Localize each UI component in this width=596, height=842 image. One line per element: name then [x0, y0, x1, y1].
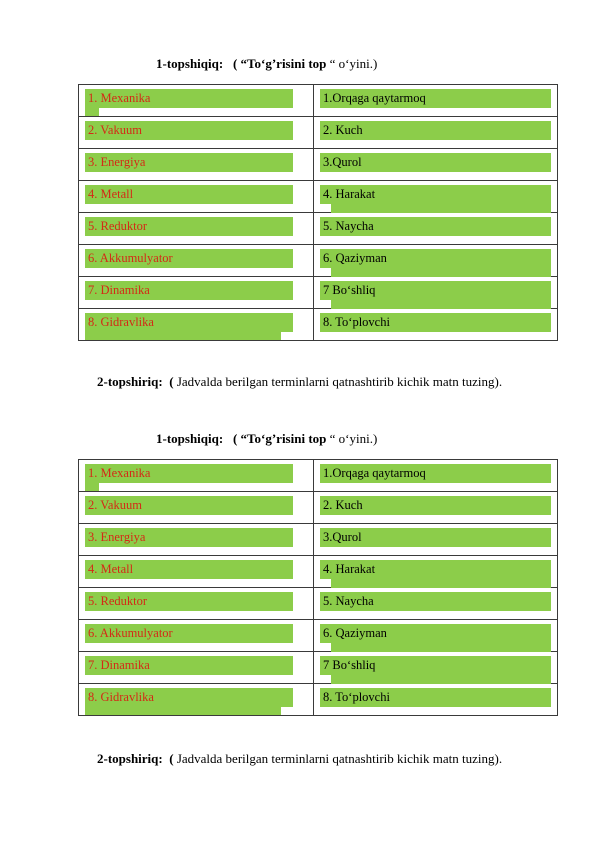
- match-text: 4. Harakat: [323, 187, 376, 201]
- task2-label: 2-topshiriq:: [97, 374, 163, 389]
- task1-title-open: ( “To‘g’risini top: [232, 56, 327, 71]
- task1-label: 1-topshiqiq:: [156, 431, 224, 446]
- term-text: 1. Mexanika: [88, 91, 151, 105]
- task2-paren: (: [169, 374, 174, 389]
- matching-table: [78, 459, 558, 716]
- table-row: [79, 556, 558, 588]
- match-text: 1.Orqaga qaytarmoq: [323, 91, 426, 105]
- match-text: 6. Qaziyman: [323, 626, 387, 640]
- table-row: [79, 652, 558, 684]
- task2-instruction: [97, 751, 502, 767]
- match-text: 5. Naycha: [323, 219, 374, 233]
- table-row: [79, 245, 558, 277]
- table-row: [79, 684, 558, 716]
- term-cell: [79, 277, 314, 309]
- match-cell: [314, 652, 558, 684]
- match-cell: [314, 492, 558, 524]
- term-text: 1. Mexanika: [88, 466, 151, 480]
- match-cell: [314, 556, 558, 588]
- match-text: 5. Naycha: [323, 594, 374, 608]
- match-cell: [314, 117, 558, 149]
- match-cell: [314, 620, 558, 652]
- match-text: 4. Harakat: [323, 562, 376, 576]
- match-cell: [314, 588, 558, 620]
- term-text: 7. Dinamika: [88, 283, 150, 297]
- term-text: 8. Gidravlika: [88, 315, 154, 329]
- task2-paren: (: [169, 751, 174, 766]
- table-row: [79, 492, 558, 524]
- match-text: 7 Bo‘shliq: [323, 658, 376, 672]
- match-cell: [314, 524, 558, 556]
- match-cell: [314, 181, 558, 213]
- match-text: 1.Orqaga qaytarmoq: [323, 466, 426, 480]
- match-cell: [314, 684, 558, 716]
- term-text: 2. Vakuum: [88, 123, 142, 137]
- match-cell: [314, 213, 558, 245]
- task1-title-close: “ o‘yini.): [329, 56, 378, 71]
- match-cell: [314, 245, 558, 277]
- task2-text: Jadvalda berilgan terminlarni qatnashtirib kichik matn tuzing).: [176, 751, 503, 766]
- table-row: [79, 620, 558, 652]
- term-text: 4. Metall: [88, 187, 134, 201]
- term-cell: [79, 309, 314, 341]
- table-row: [79, 588, 558, 620]
- term-cell: [79, 460, 314, 492]
- match-text: 3.Qurol: [323, 530, 362, 544]
- task2-instruction: [97, 374, 502, 390]
- term-cell: [79, 245, 314, 277]
- term-text: 5. Reduktor: [88, 219, 148, 233]
- term-cell: [79, 588, 314, 620]
- match-text: 2. Kuch: [323, 498, 363, 512]
- table-row: [79, 149, 558, 181]
- table-row: [79, 181, 558, 213]
- task1-label: 1-topshiqiq:: [156, 56, 224, 71]
- match-cell: [314, 149, 558, 181]
- term-text: 3. Energiya: [88, 155, 146, 169]
- match-cell: [314, 85, 558, 117]
- task1-heading: [156, 56, 377, 72]
- table-row: [79, 277, 558, 309]
- task1-heading: [156, 431, 377, 447]
- term-cell: [79, 149, 314, 181]
- table-row: [79, 213, 558, 245]
- task1-title-close: “ o‘yini.): [329, 431, 378, 446]
- match-cell: [314, 309, 558, 341]
- table-row: [79, 460, 558, 492]
- term-text: 6. Akkumulyator: [88, 626, 173, 640]
- task1-title-open: ( “To‘g’risini top: [232, 431, 327, 446]
- match-text: 6. Qaziyman: [323, 251, 387, 265]
- term-text: 2. Vakuum: [88, 498, 142, 512]
- table-row: [79, 117, 558, 149]
- match-text: 8. To‘plovchi: [323, 315, 390, 329]
- task2-text: Jadvalda berilgan terminlarni qatnashtirib kichik matn tuzing).: [176, 374, 503, 389]
- term-cell: [79, 492, 314, 524]
- term-text: 7. Dinamika: [88, 658, 150, 672]
- term-text: 4. Metall: [88, 562, 134, 576]
- matching-table: [78, 84, 558, 341]
- match-cell: [314, 460, 558, 492]
- term-cell: [79, 652, 314, 684]
- term-cell: [79, 556, 314, 588]
- table-row: [79, 524, 558, 556]
- match-text: 3.Qurol: [323, 155, 362, 169]
- term-cell: [79, 181, 314, 213]
- match-cell: [314, 277, 558, 309]
- term-text: 6. Akkumulyator: [88, 251, 173, 265]
- task2-label: 2-topshiriq:: [97, 751, 163, 766]
- table-row: [79, 85, 558, 117]
- table-row: [79, 309, 558, 341]
- term-cell: [79, 524, 314, 556]
- term-text: 8. Gidravlika: [88, 690, 154, 704]
- match-text: 8. To‘plovchi: [323, 690, 390, 704]
- term-cell: [79, 213, 314, 245]
- match-text: 2. Kuch: [323, 123, 363, 137]
- term-cell: [79, 117, 314, 149]
- term-text: 3. Energiya: [88, 530, 146, 544]
- match-text: 7 Bo‘shliq: [323, 283, 376, 297]
- term-text: 5. Reduktor: [88, 594, 148, 608]
- term-cell: [79, 85, 314, 117]
- term-cell: [79, 620, 314, 652]
- term-cell: [79, 684, 314, 716]
